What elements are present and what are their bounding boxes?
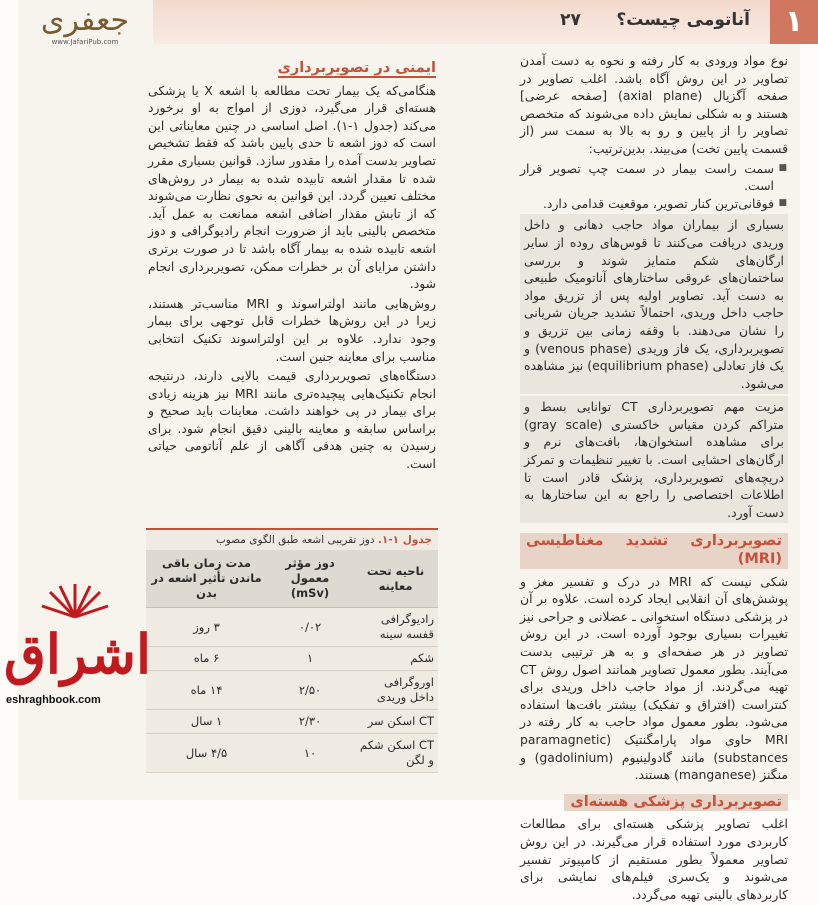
heading-safety-text: ایمنی در تصویربرداری	[277, 60, 436, 76]
chapter-number: ۱	[770, 0, 818, 44]
logo-mark: جعفری	[40, 3, 130, 38]
bullet-list	[520, 160, 788, 213]
table-cell-duration: ۶ ماه	[146, 647, 267, 671]
page-header	[138, 0, 818, 44]
left-column	[148, 52, 436, 475]
table-cell-duration: ۱۴ ماه	[146, 671, 267, 710]
table-cell-dose: ۲/۵۰	[267, 671, 353, 710]
paragraph-nuclear: اغلب تصاویر پزشکی هسته‌ای برای مطالعات کاربردی مورد استفاده قرار می‌گیرند. در این روش تصاویر معمولاً بطور مستقیم از کامپیوتر تفسیر می‌شوند و یک‌سری فیلم‌های نمایشی برای کاربردهای بالینی تهیه می‌گردد.	[520, 816, 788, 902]
bullet-item: ■ فوقانی‌ترین کنار تصویر، موقعیت قدامی دارد.	[520, 195, 774, 213]
paragraph-ct: مزیت مهم تصویربرداری CT توانایی بسط و متراکم کردن مقیاس خاکستری (gray scale) برای مشاهده استخوان‌ها، بافت‌های نرم و ارگان‌های احشایی است. با تغییر تنظیمات و تمرکز دریچه‌های تصویربرداری، پزشک قادر است تا اطلاعات اختصاصی را راجع به این ساختارها به دست آورد.	[520, 396, 788, 523]
table-cell-region: CT اسکن شکم و لگن	[353, 734, 438, 773]
table-cell-region: رادیوگرافی قفسه سینه	[353, 608, 438, 647]
watermark-site: eshraghbook.com	[6, 694, 101, 706]
table-cell-dose: ۱	[267, 647, 353, 671]
right-column	[520, 52, 788, 905]
table-caption-number: جدول ۱-۱.	[377, 534, 432, 546]
table-cell-duration: ۱ سال	[146, 710, 267, 734]
table-caption	[146, 530, 438, 550]
table-header: مدت زمان باقی ماندن تأثیر اشعه در بدن	[146, 550, 267, 608]
running-header	[560, 10, 750, 30]
paragraph-mri: شکی نیست که MRI در درک و تفسیر مغز و پوشش‌های آن انقلابی ایجاد کرده است. علاوه بر آن در پزشکی دستگاه استخوانی ـ عضلانی و جراحی نیز تغییرات بسیاری بوجود آورده است. در این روش تصاویر در هر صفحه‌ای و به هر ترتیبی بدست می‌آیند. بطور معمول تصاویر همانند اصول روش CT تهیه می‌گردند. از مواد حاجب داخل وریدی برای کنتراست (افتراق و تفکیک) بیشتر بافت‌ها استفاده می‌شود. بطور معمول مواد حاجب به کار رفته در MRI حاوی مواد پارامگنتیک (paramagnetic substances) مانند گادولینیوم (gadolinium) و منگنز (manganese) هستند.	[520, 573, 788, 783]
table-header: دوز مؤثر معمول (mSv)	[267, 550, 353, 608]
header-title: آناتومی چیست؟	[616, 10, 750, 30]
table-row	[146, 647, 438, 671]
paragraph-contrast: بسیاری از بیماران مواد حاجب دهانی و داخل وریدی دریافت می‌کنند تا قوس‌های روده از سایر ارگان‌های شکم متمایز شوند و بررسی ساختمان‌های عروقی ساختارهای آناتومیک طبیعی به دست آید. تصاویر اولیه پس از تزریق مواد حاجب داخل وریدی، احتمالاً تشدید جریان شریانی را نشان می‌دهند. با وقفه زمانی بین تزریق و تصویربرداری، یک فاز وریدی (venous phase) و یک فاز تعادلی (equilibrium phase) نیز مشاهده می‌شود.	[520, 214, 788, 394]
bullet-item: ■ سمت راست بیمار در سمت چپ تصویر قرار است.	[520, 160, 774, 195]
table-cell-dose: ۰/۰۲	[267, 608, 353, 647]
dose-table-grid	[146, 550, 438, 773]
table-header: ناحیه تحت معاینه	[353, 550, 438, 608]
watermark	[0, 582, 150, 722]
heading-nuclear: تصویربرداری پزشکی هسته‌ای	[564, 794, 788, 812]
table-row	[146, 710, 438, 734]
table-cell-dose: ۲/۳۰	[267, 710, 353, 734]
table-row	[146, 671, 438, 710]
table-cell-dose: ۱۰	[267, 734, 353, 773]
table-row	[146, 608, 438, 647]
table-header-row	[146, 550, 438, 608]
page-number: ۲۷	[560, 10, 581, 30]
paragraph-ultrasound: روش‌هایی مانند اولتراسوند و MRI مناسب‌تر هستند، زیرا در این روش‌ها خطرات قابل توجهی برای بیمار وجود ندارد. علاوه بر این اولتراسوند تکنیک انتخابی مناسب برای معاینه جنین است.	[148, 295, 436, 364]
paragraph-intro: نوع مواد ورودی به کار رفته و نحوه به دست آمدن تصاویر در این روش آگاه باشد. اغلب تصاویر در صفحه آگزیال (axial plane) [صفحه عرضی] هستند و به شکلی نمایش داده می‌شوند که متخصص تصاویر را از پایین و رو به بالا به سمت سر (از قسمت پایین تخت) می‌بیند. بدین‌ترتیب:	[520, 53, 788, 156]
watermark-text: اشراق	[4, 622, 151, 686]
logo-url: www.JafariPub.com	[51, 38, 119, 46]
heading-mri: تصویربرداری تشدید مغناطیسی (MRI)	[520, 533, 788, 568]
table-row	[146, 734, 438, 773]
table-cell-region: CT اسکن سر	[353, 710, 438, 734]
table-cell-duration: ۳ روز	[146, 608, 267, 647]
table-caption-text: دوز تقریبی اشعه طبق الگوی مصوب	[215, 534, 375, 546]
table-cell-region: اوروگرافی داخل وریدی	[353, 671, 438, 710]
table-cell-duration: ۴/۵ سال	[146, 734, 267, 773]
publisher-logo	[36, 4, 134, 56]
dose-table	[146, 528, 438, 773]
paragraph-cost: دستگاه‌های تصویربرداری قیمت بالایی دارند، درنتیجه انجام تکنیک‌هایی پیچیده‌تری مانند MRI نیز هزینه زیادی برای بیمار در پی خواهند داشت. معاینات باید صحیح و براساس سابقه و معاینه بالینی دقیق انجام شود. برای رسیدن به چنین هدفی آگاهی از علم آناتومی حیاتی است.	[148, 368, 437, 472]
heading-safety	[148, 60, 436, 78]
table-cell-region: شکم	[353, 647, 438, 671]
paragraph-safety: هنگامی‌که یک بیمار تحت مطالعه با اشعه X یا پزشکی هسته‌ای قرار می‌گیرد، دوزی از امواج به او برخورد می‌کند (جدول ۱-۱). اصل اساسی در چنین معایناتی این است که دوز اشعه تا حدی پایین باشد که فقط تشخیص تصاویر بدست آمده را مقدور سازد. قوانین بسیاری مقرر شده تا مقدار اشعه تابیده شده به بیمار در روش‌های مختلف تعیین گردد. این قوانین به نحوی نظارت می‌شوند که از تابش مقدار اضافی اشعه ممانعت به عمل آید. متخصص بالینی باید از ضرورت انجام رادیوگرافی و دوز اشعه تابیده شده به بیمار آگاه باشد تا در صورت برتری داشتن مزایای آن بر خطرات ممکن، تصویربرداری انجام شود.	[148, 82, 437, 292]
